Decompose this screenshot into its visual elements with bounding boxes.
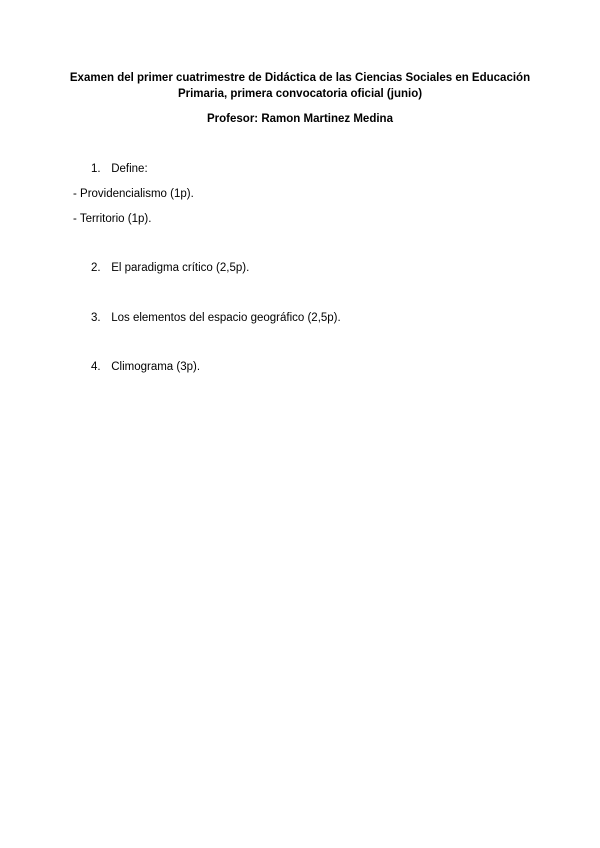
question-text: Define: — [111, 163, 148, 175]
question-4 — [91, 359, 200, 375]
question-text: Los elementos del espacio geográfico (2,5p). — [111, 312, 341, 324]
question-1 — [91, 161, 148, 177]
question-2 — [91, 260, 249, 276]
question-1-item-1: - Providencialismo (1p). — [73, 188, 194, 200]
professor-name: Profesor: Ramon Martinez Medina — [207, 113, 393, 125]
question-text: Climograma (3p). — [111, 361, 201, 373]
question-text: El paradigma crítico (2,5p). — [111, 262, 250, 274]
exam-title: Examen del primer cuatrimestre de Didáctica de las Ciencias Sociales en Educación Primaria, primera convocatoria oficial (junio) — [69, 72, 531, 100]
question-number: 1. — [91, 163, 101, 175]
question-number: 3. — [91, 312, 101, 324]
question-number: 4. — [91, 361, 101, 373]
question-1-item-2: - Territorio (1p). — [73, 213, 152, 225]
question-number: 2. — [91, 262, 101, 274]
question-3 — [91, 310, 341, 326]
